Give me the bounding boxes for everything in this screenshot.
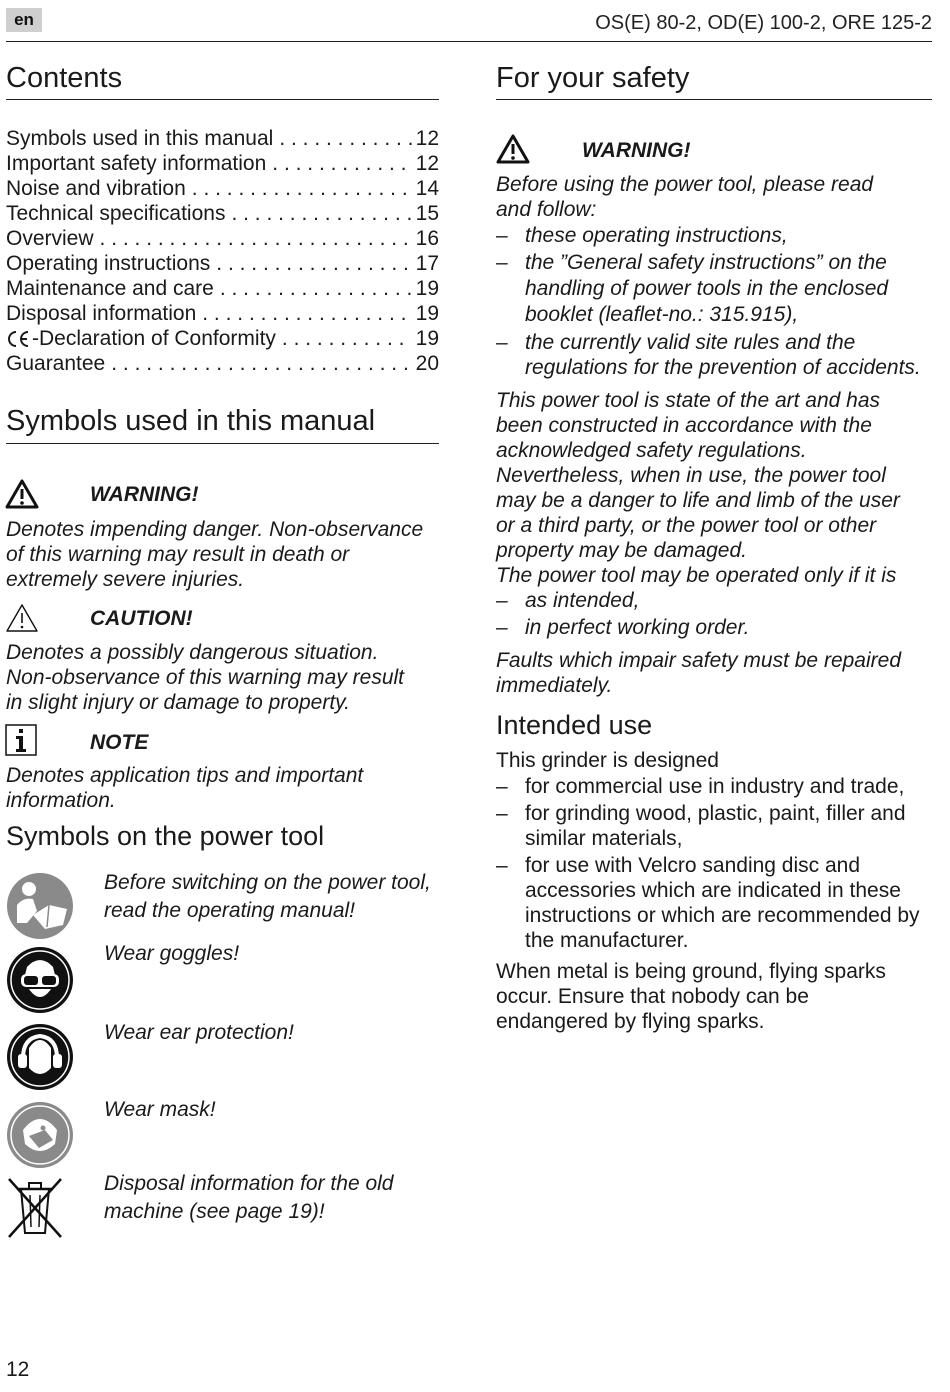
list-item-text: for grinding wood, plastic, paint, filler and similar materials, [525,802,906,850]
toc-row[interactable] [6,351,439,376]
ear-protection-icon [5,1022,75,1092]
toc-title: Important safety information [6,152,267,175]
toc-row[interactable] [6,326,439,351]
crossed-bin-icon [5,1175,65,1241]
safety-body [496,172,932,698]
note-label: NOTE [90,731,149,754]
toc-title: Operating instructions [6,252,211,275]
caution-description: Denotes a possibly dangerous situation. Non-observance of this warning may result in slight injury or damage to property. [6,641,405,714]
list-item: – these operating instructions, [496,224,788,247]
list-item: – in perfect working order. [496,616,750,639]
list-item-text: the currently valid site rules and the regulations for the prevention of accidents. [525,331,921,379]
toc-title: Technical specifications [6,202,226,225]
contents-rule [6,99,439,100]
safety-paragraph: Faults which impair safety must be repaired immediately. [496,649,901,697]
symbol-text-disposal: Disposal information for the old machine (see page 19)! [104,1172,394,1223]
toc-leader [231,201,411,226]
intended-use-heading: Intended use [496,710,653,740]
toc-title: Disposal information [6,302,197,325]
toc-row[interactable] [6,201,439,226]
symbol-text-goggles: Wear goggles! [104,942,240,965]
toc-title: Guarantee [6,352,106,375]
header-rule [6,41,932,42]
toc-row[interactable] [6,276,439,301]
toc-row[interactable] [6,226,439,251]
language-badge: en [6,8,42,32]
toc-title: -Declaration of Conformity [32,327,276,350]
toc-page: 12 [415,127,439,150]
list-item: – the currently valid site rules and the regulations for the prevention of accidents. [496,331,921,379]
toc-page: 14 [415,177,439,200]
warning-label: WARNING! [90,483,199,506]
toc-leader [111,351,411,376]
toc-leader [279,126,411,151]
toc-page: 19 [415,302,439,325]
safety-paragraph: Nevertheless, when in use, the power tool may be a danger to life and limb of the user or a third party, or the power tool or other property may be damaged. [496,464,900,562]
safety-paragraph: This power tool is state of the art and has been constructed in accordance with the acknowledged safety regulations. [496,389,881,462]
safety-warning-label: WARNING! [582,139,691,162]
toc-row[interactable] [6,176,439,201]
list-item: – the ”General safety instructions” on the handling of power tools in the enclosed booklet (leaflet-no.: 315.915), [496,251,889,326]
list-item: – for use with Velcro sanding disc and accessories which are indicated in these instructions or which are recommended by the manufacturer. [496,854,920,952]
toc-title: Symbols used in this manual [6,127,274,150]
list-item-text: in perfect working order. [525,616,750,639]
warning-triangle-icon [496,134,530,164]
read-manual-icon [5,871,75,941]
toc-page: 19 [415,327,439,350]
toc-title-ce [6,326,282,351]
caution-label: CAUTION! [90,607,193,630]
list-item: – for commercial use in industry and trade, [496,775,905,798]
toc-page: 12 [415,152,439,175]
toc-leader [192,176,412,201]
toc-page: 19 [415,277,439,300]
list-item-text: as intended, [525,589,640,612]
ce-mark-icon [6,329,32,349]
caution-triangle-icon [5,603,39,633]
list-item: – for grinding wood, plastic, paint, filler and similar materials, [496,802,906,850]
mask-icon [5,1100,75,1170]
symbols-tool-heading: Symbols on the power tool [6,821,325,851]
list-item-text: the ”General safety instructions” on the handling of power tools in the enclosed booklet (leaflet-no.: 315.915), [525,251,889,326]
toc-leader [100,226,412,251]
toc-row[interactable] [6,251,439,276]
list-item-text: these operating instructions, [525,224,788,247]
symbol-text-read-manual: Before switching on the power tool, read the operating manual! [104,871,431,922]
warning-triangle-icon [5,479,39,509]
toc-leader [220,276,412,301]
toc-leader [202,301,411,326]
toc-leader [282,326,412,351]
contents-heading: Contents [6,62,123,94]
goggles-icon [5,945,75,1015]
toc-leader [216,251,411,276]
intended-intro: This grinder is designed [496,749,719,772]
table-of-contents [6,126,439,376]
toc-title: Noise and vibration [6,177,186,200]
safety-intro: Before using the power tool, please read and follow: [496,173,874,221]
list-item-text: for commercial use in industry and trade, [525,775,905,798]
list-item: – as intended, [496,589,640,612]
toc-title: Maintenance and care [6,277,214,300]
intended-use-body [496,748,932,1034]
list-item-text: for use with Velcro sanding disc and accessories which are indicated in these instructions or which are recommended by the manufacturer. [525,854,920,952]
note-info-icon [5,724,37,756]
page-number: 12 [6,1358,30,1381]
warning-description: Denotes impending danger. Non-observance of this warning may result in death or extremely severe injuries. [6,518,424,591]
safety-paragraph: The power tool may be operated only if it is [496,564,897,587]
symbol-text-mask: Wear mask! [104,1098,216,1121]
safety-rule [496,99,932,100]
toc-leader [272,151,411,176]
toc-row[interactable] [6,151,439,176]
note-description: Denotes application tips and important information. [6,764,364,812]
toc-title: Overview [6,227,94,250]
toc-page: 16 [415,227,439,250]
toc-row[interactable] [6,126,439,151]
toc-row[interactable] [6,301,439,326]
toc-page: 15 [415,202,439,225]
symbols-manual-rule [6,443,439,444]
model-numbers: OS(E) 80-2, OD(E) 100-2, ORE 125-2 [595,12,932,34]
toc-page: 17 [415,252,439,275]
safety-heading: For your safety [496,62,690,94]
intended-outro: When metal is being ground, flying sparks occur. Ensure that nobody can be endangered by flying sparks. [496,960,886,1033]
symbols-manual-heading: Symbols used in this manual [6,405,376,437]
symbol-text-ear-protection: Wear ear protection! [104,1021,294,1044]
toc-page: 20 [415,352,439,375]
